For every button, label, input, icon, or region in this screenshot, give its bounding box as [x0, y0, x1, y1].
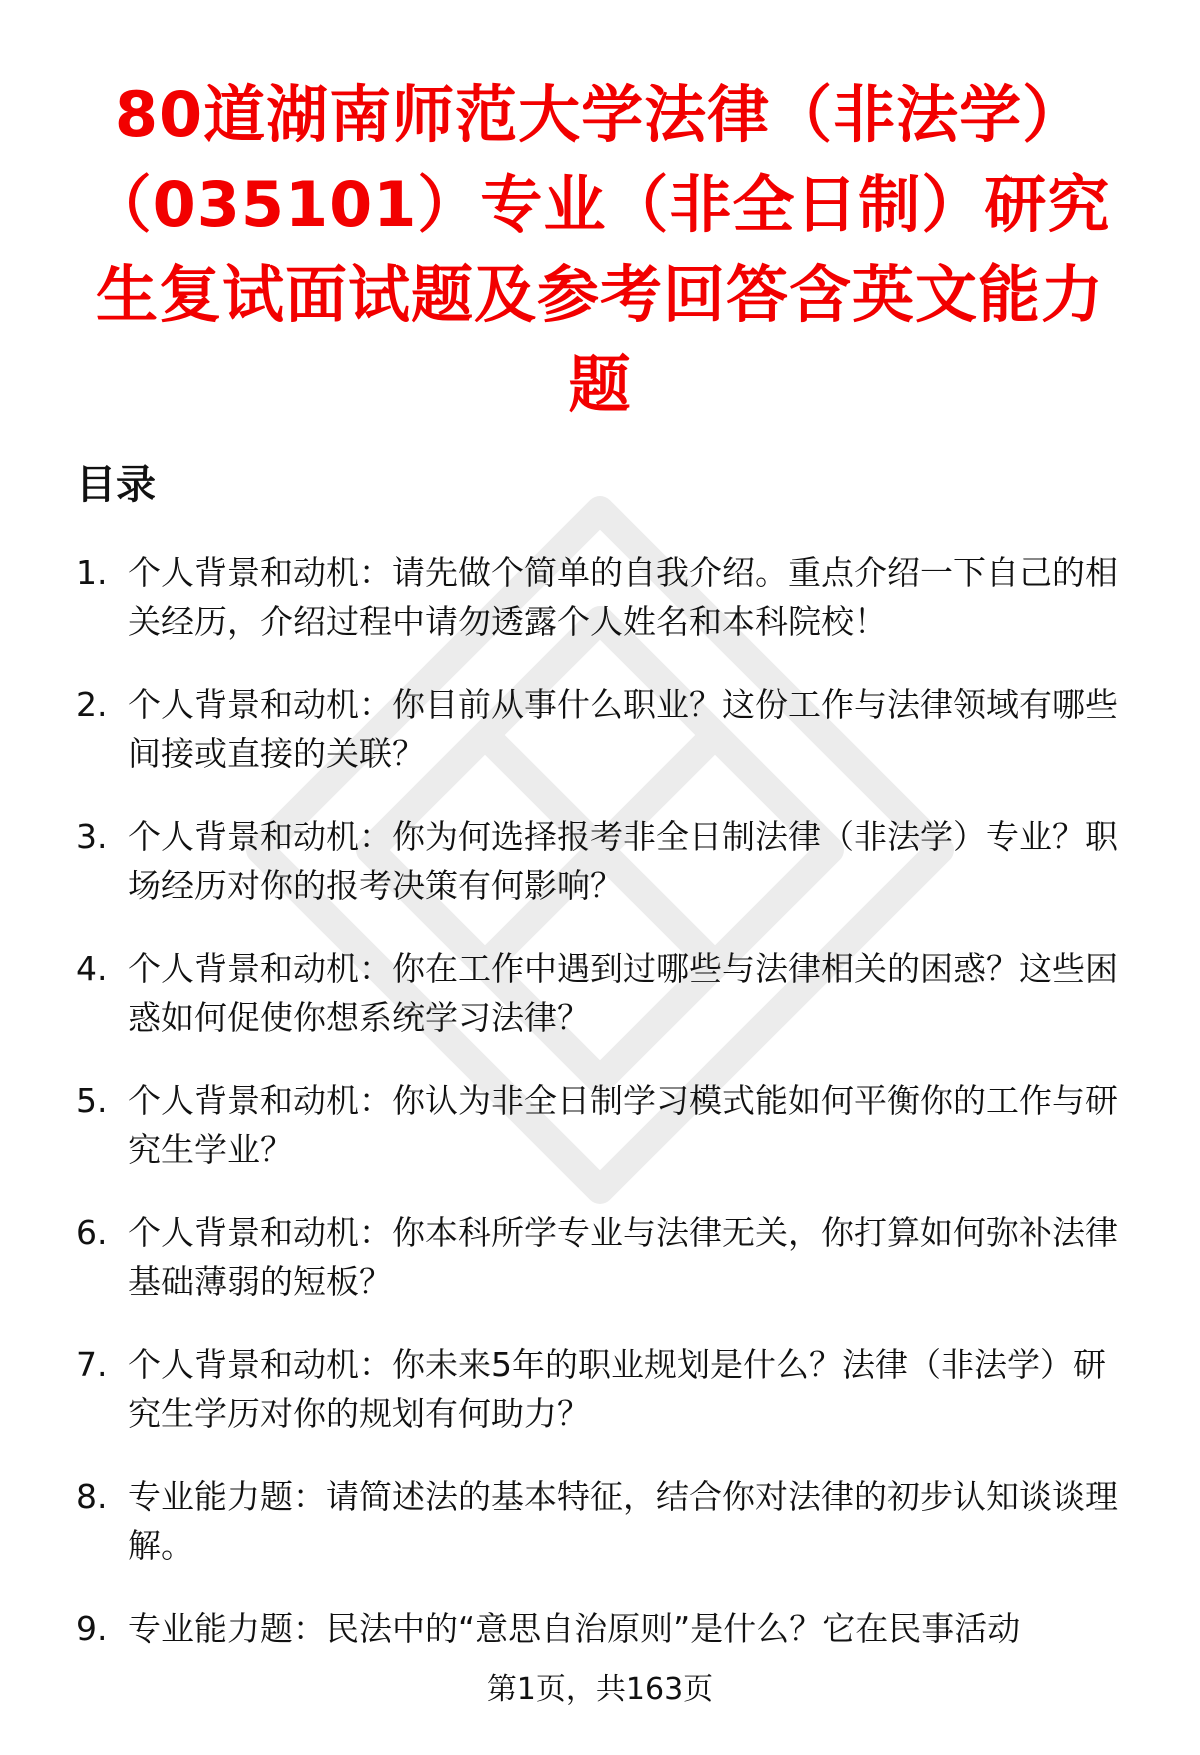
toc-item-text: 专业能力题：民法中的“意思自治原则”是什么？它在民事活动	[128, 1609, 1021, 1648]
toc-item-text: 个人背景和动机：请先做个简单的自我介绍。重点介绍一下自己的相关经历，介绍过程中请勿透露个人姓名和本科院校！	[128, 553, 1118, 641]
toc-item[interactable]	[76, 1472, 1136, 1570]
toc-heading: 目录	[76, 462, 156, 508]
toc-item[interactable]	[76, 812, 1136, 910]
toc-item-text: 个人背景和动机：你在工作中遇到过哪些与法律相关的困惑？这些困惑如何促使你想系统学习法律？	[128, 949, 1118, 1037]
toc-list	[76, 548, 1136, 1687]
toc-item-number: 3.	[76, 817, 108, 856]
document-title: 80道湖南师范大学法律（非法学）（035101）专业（非全日制）研究生复试面试题及参考回答含英文能力题	[89, 78, 1111, 421]
toc-item-number: 7.	[76, 1345, 108, 1384]
toc-item-number: 9.	[76, 1609, 108, 1648]
toc-item-text: 个人背景和动机：你目前从事什么职业？这份工作与法律领域有哪些间接或直接的关联？	[128, 685, 1118, 773]
toc-item[interactable]	[76, 548, 1136, 646]
toc-item[interactable]	[76, 1076, 1136, 1174]
toc-item[interactable]	[76, 944, 1136, 1042]
toc-item-text: 专业能力题：请简述法的基本特征，结合你对法律的初步认知谈谈理解。	[128, 1477, 1118, 1565]
page-footer: 第1页，共163页	[486, 1672, 714, 1707]
toc-item-text: 个人背景和动机：你未来5年的职业规划是什么？法律（非法学）研究生学历对你的规划有何助力？	[128, 1345, 1106, 1433]
toc-item-number: 4.	[76, 949, 108, 988]
toc-item[interactable]	[76, 1340, 1136, 1438]
toc-item[interactable]	[76, 1208, 1136, 1306]
toc-item-number: 2.	[76, 685, 108, 724]
toc-item-text: 个人背景和动机：你为何选择报考非全日制法律（非法学）专业？职场经历对你的报考决策有何影响？	[128, 817, 1118, 905]
toc-item[interactable]	[76, 1604, 1136, 1653]
toc-item-number: 8.	[76, 1477, 108, 1516]
toc-item[interactable]	[76, 680, 1136, 778]
toc-item-number: 6.	[76, 1213, 108, 1252]
toc-item-text: 个人背景和动机：你本科所学专业与法律无关，你打算如何弥补法律基础薄弱的短板？	[128, 1213, 1118, 1301]
toc-item-number: 1.	[76, 553, 108, 592]
toc-item-number: 5.	[76, 1081, 108, 1120]
toc-item-text: 个人背景和动机：你认为非全日制学习模式能如何平衡你的工作与研究生学业？	[128, 1081, 1118, 1169]
